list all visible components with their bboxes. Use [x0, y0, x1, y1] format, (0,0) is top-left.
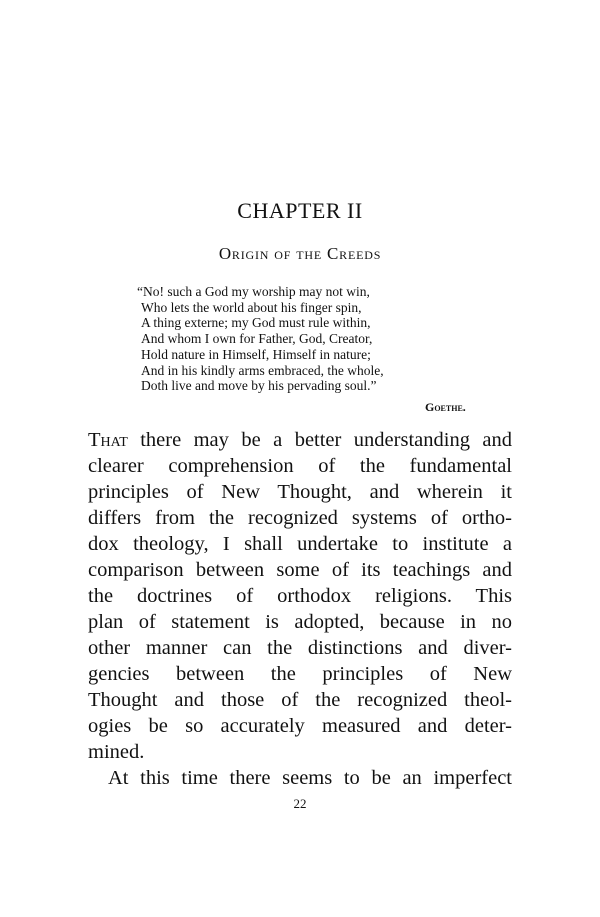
page-number: 22	[293, 796, 307, 811]
body-line: mined.	[88, 741, 145, 763]
epigraph-line: And whom I own for Father, God, Creator,	[141, 331, 373, 347]
epigraph-line: A thing externe; my God must rule within,	[141, 315, 371, 331]
body-line: gencies between the principles of New	[88, 663, 512, 685]
body-line: principles of New Thought, and wherein it	[88, 481, 512, 503]
body-line: clearer comprehension of the fundamental	[88, 455, 512, 477]
first-word: That	[88, 429, 128, 451]
body-line-text: there may be a better understanding and	[127, 429, 512, 451]
body-line: dox theology, I shall undertake to institute a	[88, 533, 512, 555]
epigraph-line: And in his kindly arms embraced, the whole,	[141, 362, 384, 378]
body-line: At this time there seems to be an imperfect	[108, 767, 512, 789]
body-line	[88, 427, 512, 453]
body-line: the doctrines of orthodox religions. This	[88, 585, 512, 607]
chapter-subtitle: Origin of the Creeds	[218, 244, 382, 263]
epigraph-line: Doth live and move by his pervading soul.”	[141, 378, 377, 394]
body-line: other manner can the distinctions and diver-	[88, 637, 512, 659]
epigraph-line: “No! such a God my worship may not win,	[137, 284, 370, 299]
epigraph-line: Hold nature in Himself, Himself in nature;	[141, 346, 371, 362]
chapter-title: CHAPTER II	[237, 198, 363, 223]
epigraph-line: Who lets the world about his finger spin,	[141, 299, 362, 315]
body-line: ogies be so accurately measured and deter-	[88, 715, 512, 737]
epigraph	[137, 284, 384, 394]
body-line: Thought and those of the recognized theol-	[88, 689, 512, 711]
body-line: differs from the recognized systems of ortho-	[88, 507, 512, 529]
body-text	[88, 427, 512, 791]
epigraph-attribution: Goethe.	[425, 400, 466, 414]
body-line: comparison between some of its teachings and	[88, 559, 512, 581]
body-line: plan of statement is adopted, because in no	[88, 611, 512, 633]
